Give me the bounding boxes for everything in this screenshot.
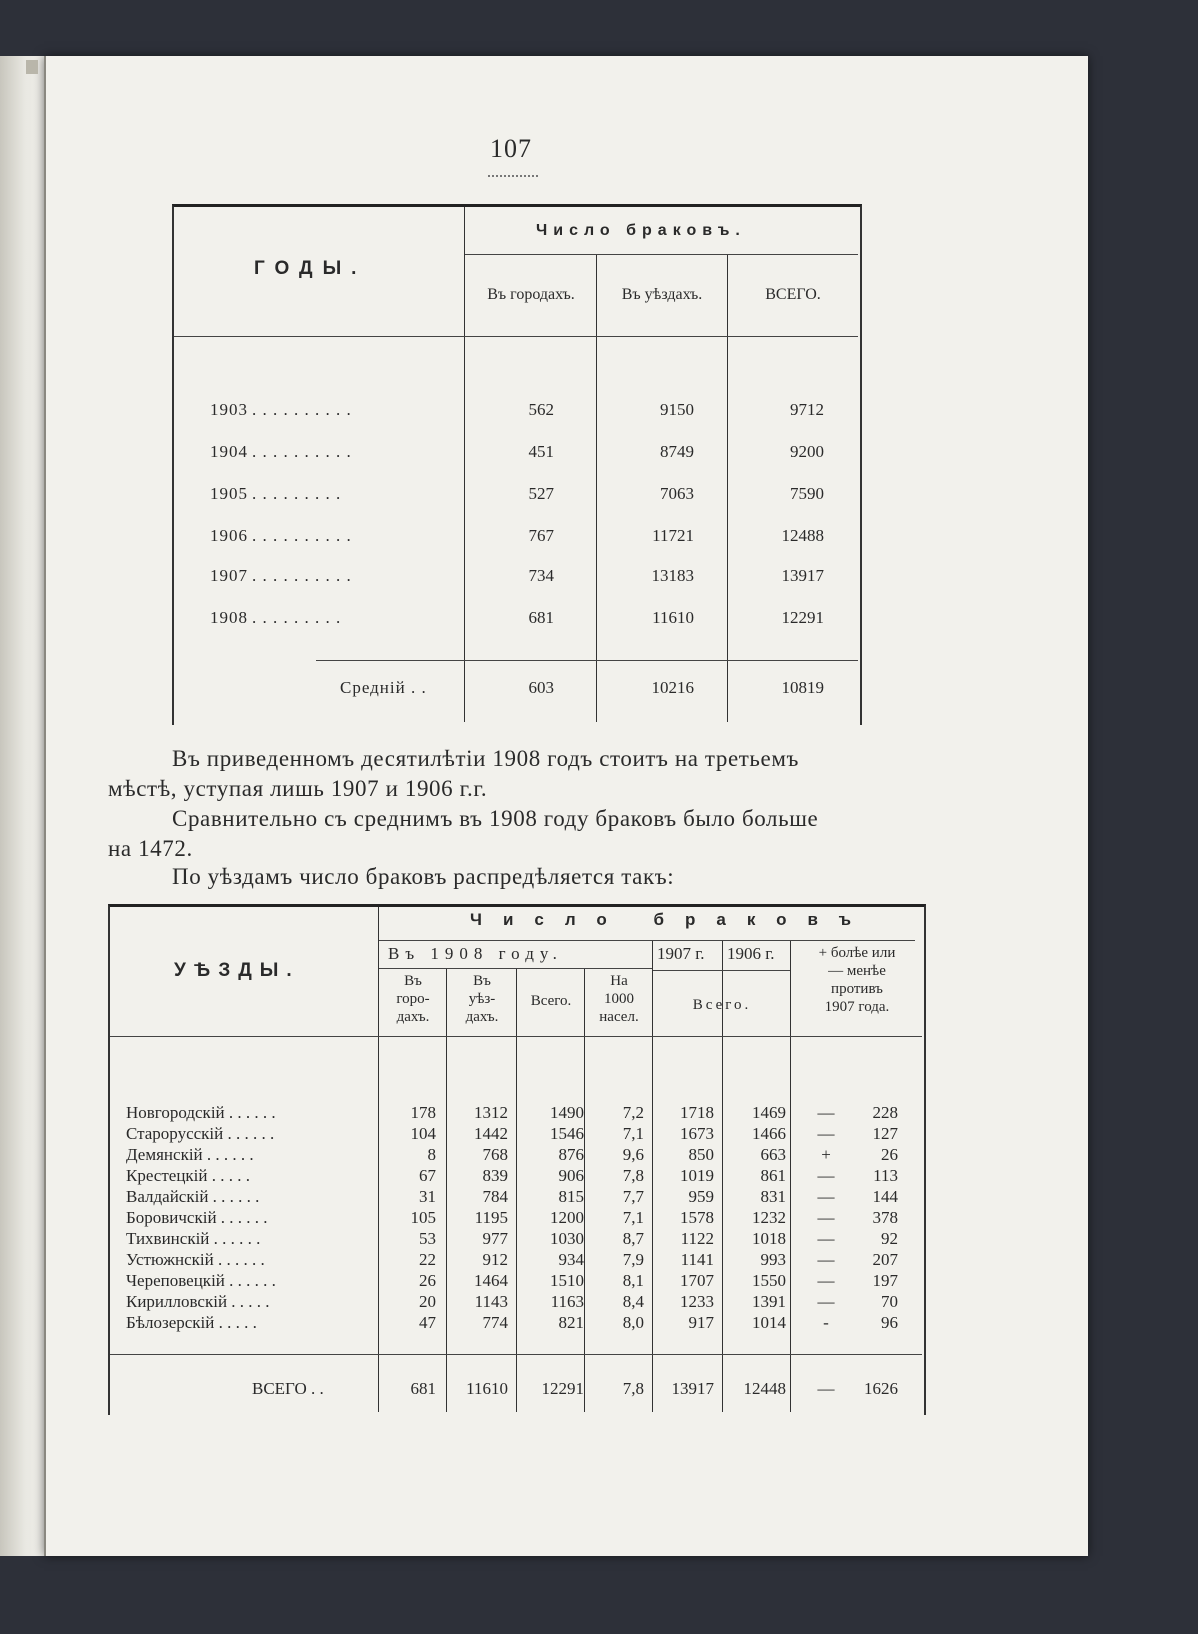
uezds-table-cell: 1466 xyxy=(752,1124,786,1143)
uezds-table-cell: 12291 xyxy=(541,1379,584,1398)
years-table-cell: 681 xyxy=(528,608,554,627)
diff-value: 127 xyxy=(872,1124,898,1143)
years-table-cell: 734 xyxy=(528,566,554,585)
uezds-table-cell: 26 xyxy=(419,1271,436,1290)
years-table-cell: 13917 xyxy=(781,566,824,585)
uezd-name: Крестецкій . . . . . xyxy=(126,1166,251,1185)
diff-sign: — xyxy=(817,1166,835,1185)
years-table-cell: 9200 xyxy=(790,442,824,461)
uezds-table-cell: 934 xyxy=(558,1250,584,1269)
uezds-table-cell: 959 xyxy=(688,1187,714,1206)
uezds-table-cell: 1122 xyxy=(680,1229,714,1248)
leader-dots: . . . . . . . . . . xyxy=(252,400,352,419)
uezd-name: Тихвинскій . . . . . . xyxy=(126,1229,261,1248)
uezds-table-cell: 178 xyxy=(410,1103,436,1122)
uezds-table-cell: 11610 xyxy=(466,1379,508,1398)
years-table-cell: 11610 xyxy=(652,608,694,627)
uezds-table-cell: 7,1 xyxy=(622,1208,644,1227)
uezds-table-cell: 1014 xyxy=(752,1313,786,1332)
years-table-cell: 13183 xyxy=(651,566,694,585)
uezds-table-cell: 7,1 xyxy=(622,1124,644,1143)
uezds-table-cell: 1490 xyxy=(550,1103,584,1122)
uezds-table-cell: 8,7 xyxy=(622,1229,644,1248)
marriages-group-header: Число браковъ. xyxy=(536,222,746,239)
diff-sign: - xyxy=(823,1313,829,1332)
uezds-table-cell: 1464 xyxy=(474,1271,508,1290)
year-value: 1908 xyxy=(210,608,248,627)
years-table-frame xyxy=(172,204,862,725)
uezd-name: Валдайскій . . . . . . xyxy=(126,1187,260,1206)
diff-value: 378 xyxy=(872,1208,898,1227)
paragraph-line: Сравнительно съ среднимъ въ 1908 году браковъ было больше xyxy=(172,806,819,831)
uezds-table-cell: 8,1 xyxy=(622,1271,644,1290)
diff-sign: — xyxy=(817,1271,835,1290)
uezds-table-cell: 1673 xyxy=(680,1124,714,1143)
uezds-table-cell: 31 xyxy=(419,1187,436,1206)
uezds-table-cell: 861 xyxy=(760,1166,786,1185)
year-value: 1905 xyxy=(210,484,248,503)
year-value: 1906 xyxy=(210,526,248,545)
uezds-table-cell: 9,6 xyxy=(622,1145,644,1164)
uezds-table-cell: 839 xyxy=(482,1166,508,1185)
uezds-table-cell: 850 xyxy=(688,1145,714,1164)
uezds-table-cell: 774 xyxy=(482,1313,508,1332)
uezds-table-cell: 1018 xyxy=(752,1229,786,1248)
binding-tab xyxy=(26,60,38,74)
col-header-uezds: Въ уѣздахъ. xyxy=(621,286,703,303)
diff-value: 228 xyxy=(872,1103,898,1122)
leader-dots: . . . . . . . . . . xyxy=(252,566,352,585)
sub-header-1908: Въ 1908 году. xyxy=(388,944,563,963)
page-number: 107 xyxy=(490,134,532,163)
uezds-table-cell: 831 xyxy=(760,1187,786,1206)
uezds-table-cell: 7,2 xyxy=(622,1103,644,1122)
uezds-table-cell: 876 xyxy=(558,1145,584,1164)
uezds-table-cell: 104 xyxy=(410,1124,436,1143)
uezds-table-cell: 1391 xyxy=(752,1292,786,1311)
uezds-table-cell: 1030 xyxy=(550,1229,584,1248)
years-table-cell: 527 xyxy=(528,484,554,503)
leader-dots: . . . . . . . . . xyxy=(252,484,342,503)
years-table-cell: 7590 xyxy=(790,484,824,503)
uezds-table-cell: 47 xyxy=(419,1313,436,1332)
diff-sign: — xyxy=(817,1229,835,1248)
year-label xyxy=(210,526,454,546)
years-table-cell: 9712 xyxy=(790,400,824,419)
year-label xyxy=(210,484,454,504)
uezds-table-cell: 821 xyxy=(558,1313,584,1332)
col-header-total-prev-years: Всего. xyxy=(692,997,752,1013)
uezds-table-cell: 1019 xyxy=(680,1166,714,1185)
diff-value: 1626 xyxy=(864,1379,898,1398)
col-header-total-1908: Всего. xyxy=(530,993,572,1009)
uezds-table-cell: 7,9 xyxy=(622,1250,644,1269)
average-towns: 603 xyxy=(528,678,554,697)
total-label: ВСЕГО . . xyxy=(252,1379,324,1398)
uezd-name: Череповецкій . . . . . . xyxy=(126,1271,276,1290)
uezds-table-cell: 1442 xyxy=(474,1124,508,1143)
years-table-cell: 9150 xyxy=(660,400,694,419)
uezds-table-cell: 977 xyxy=(482,1229,508,1248)
sub-header-1906: 1906 г. xyxy=(727,944,775,963)
year-value: 1904 xyxy=(210,442,248,461)
years-table-cell: 8749 xyxy=(660,442,694,461)
uezds-table-cell: 917 xyxy=(688,1313,714,1332)
uezds-table-cell: 663 xyxy=(760,1145,786,1164)
page-number-ornament xyxy=(488,172,538,177)
year-label xyxy=(210,442,454,462)
page-fold xyxy=(44,56,46,1556)
average-label: Средній . . xyxy=(340,678,427,697)
uezds-table-cell: 1469 xyxy=(752,1103,786,1122)
diff-sign: — xyxy=(817,1292,835,1311)
uezd-name: Старорусскій . . . . . . xyxy=(126,1124,275,1143)
uezds-table-cell: 906 xyxy=(558,1166,584,1185)
uezds-table-cell: 768 xyxy=(482,1145,508,1164)
uezds-header: УѢЗДЫ. xyxy=(174,960,300,981)
diff-value: 26 xyxy=(881,1145,898,1164)
diff-sign: — xyxy=(817,1250,835,1269)
book-gutter xyxy=(0,56,46,1556)
uezds-table-cell: 1195 xyxy=(474,1208,508,1227)
uezds-table-cell: 53 xyxy=(419,1229,436,1248)
uezds-table-cell: 1163 xyxy=(550,1292,584,1311)
uezd-name: Кирилловскій . . . . . xyxy=(126,1292,270,1311)
diff-value: 96 xyxy=(881,1313,898,1332)
year-label xyxy=(210,566,454,586)
uezd-name: Боровичскій . . . . . . xyxy=(126,1208,268,1227)
uezds-table-cell: 1546 xyxy=(550,1124,584,1143)
uezds-table-cell: 8,4 xyxy=(622,1292,644,1311)
leader-dots: . . . . . . . . . . xyxy=(252,526,352,545)
uezds-table-cell: 912 xyxy=(482,1250,508,1269)
diff-value: 207 xyxy=(872,1250,898,1269)
years-table-cell: 767 xyxy=(528,526,554,545)
diff-header: + болѣе или — менѣе противъ 1907 года. xyxy=(818,945,896,1015)
uezds-table-cell: 20 xyxy=(419,1292,436,1311)
paragraph-line: на 1472. xyxy=(108,836,193,861)
year-value: 1907 xyxy=(210,566,248,585)
uezds-table-cell: 13917 xyxy=(671,1379,714,1398)
diff-sign: — xyxy=(817,1124,835,1143)
years-table-cell: 12488 xyxy=(781,526,824,545)
col-header-total: ВСЕГО. xyxy=(765,286,821,303)
years-table-cell: 562 xyxy=(528,400,554,419)
diff-value: 113 xyxy=(873,1166,898,1185)
uezd-name: Устюжнскій . . . . . . xyxy=(126,1250,265,1269)
years-table-cell: 451 xyxy=(528,442,554,461)
uezds-table-cell: 1200 xyxy=(550,1208,584,1227)
uezds-table-cell: 105 xyxy=(410,1208,436,1227)
average-total: 10819 xyxy=(781,678,824,697)
paragraph-line: По уѣздамъ число браковъ распредѣляется такъ: xyxy=(172,864,675,889)
uezds-table-cell: 1510 xyxy=(550,1271,584,1290)
col-header-per-1000: На 1000 насел. xyxy=(599,973,639,1025)
average-uezds: 10216 xyxy=(651,678,694,697)
uezds-table-cell: 7,8 xyxy=(622,1379,644,1398)
uezds-table-cell: 993 xyxy=(760,1250,786,1269)
uezds-table-cell: 1578 xyxy=(680,1208,714,1227)
uezds-table-cell: 681 xyxy=(410,1379,436,1398)
uezds-table-cell: 784 xyxy=(482,1187,508,1206)
years-header: ГОДЫ. xyxy=(254,258,367,279)
years-table-cell: 7063 xyxy=(660,484,694,503)
year-label xyxy=(210,400,454,420)
sub-header-1907: 1907 г. xyxy=(657,944,705,963)
uezds-table-cell: 1718 xyxy=(680,1103,714,1122)
leader-dots: . . . . . . . . . xyxy=(252,608,342,627)
uezds-table-cell: 1550 xyxy=(752,1271,786,1290)
uezds-table-cell: 8 xyxy=(427,1145,436,1164)
col-header-towns-2: Въ горо- дахъ. xyxy=(396,973,430,1025)
uezds-table-cell: 12448 xyxy=(743,1379,786,1398)
paragraph-line: Въ приведенномъ десятилѣтіи 1908 годъ стоитъ на третьемъ xyxy=(172,746,799,771)
uezds-table-cell: 7,7 xyxy=(622,1187,644,1206)
uezd-name: Новгородскій . . . . . . xyxy=(126,1103,276,1122)
uezd-name: Бѣлозерскій . . . . . xyxy=(126,1313,257,1332)
uezds-table-cell: 815 xyxy=(558,1187,584,1206)
diff-value: 197 xyxy=(872,1271,898,1290)
uezds-table-cell: 1143 xyxy=(474,1292,508,1311)
diff-value: 70 xyxy=(881,1292,898,1311)
diff-sign: — xyxy=(817,1379,835,1398)
uezds-table-cell: 8,0 xyxy=(622,1313,644,1332)
paragraph-line: мѣстѣ, уступая лишь 1907 и 1906 г.г. xyxy=(108,776,488,801)
year-label xyxy=(210,608,454,628)
uezds-table-cell: 1312 xyxy=(474,1103,508,1122)
years-table-cell: 11721 xyxy=(652,526,694,545)
diff-value: 92 xyxy=(881,1229,898,1248)
diff-sign: — xyxy=(817,1208,835,1227)
uezds-table-cell: 1141 xyxy=(680,1250,714,1269)
diff-sign: — xyxy=(817,1103,835,1122)
uezds-table-cell: 7,8 xyxy=(622,1166,644,1185)
marriages-group-header-2: Число браковъ xyxy=(470,910,872,929)
uezd-name: Демянскій . . . . . . xyxy=(126,1145,254,1164)
year-value: 1903 xyxy=(210,400,248,419)
col-header-towns: Въ городахъ. xyxy=(487,286,575,303)
diff-value: 144 xyxy=(872,1187,898,1206)
uezds-table-cell: 67 xyxy=(419,1166,436,1185)
uezds-table-cell: 1707 xyxy=(680,1271,714,1290)
col-header-uezds-2: Въ уѣз- дахъ. xyxy=(465,973,499,1025)
uezds-table-cell: 1232 xyxy=(752,1208,786,1227)
diff-sign: + xyxy=(821,1145,831,1164)
diff-sign: — xyxy=(817,1187,835,1206)
years-table-cell: 12291 xyxy=(781,608,824,627)
uezds-table-cell: 1233 xyxy=(680,1292,714,1311)
uezds-table-cell: 22 xyxy=(419,1250,436,1269)
leader-dots: . . . . . . . . . . xyxy=(252,442,352,461)
